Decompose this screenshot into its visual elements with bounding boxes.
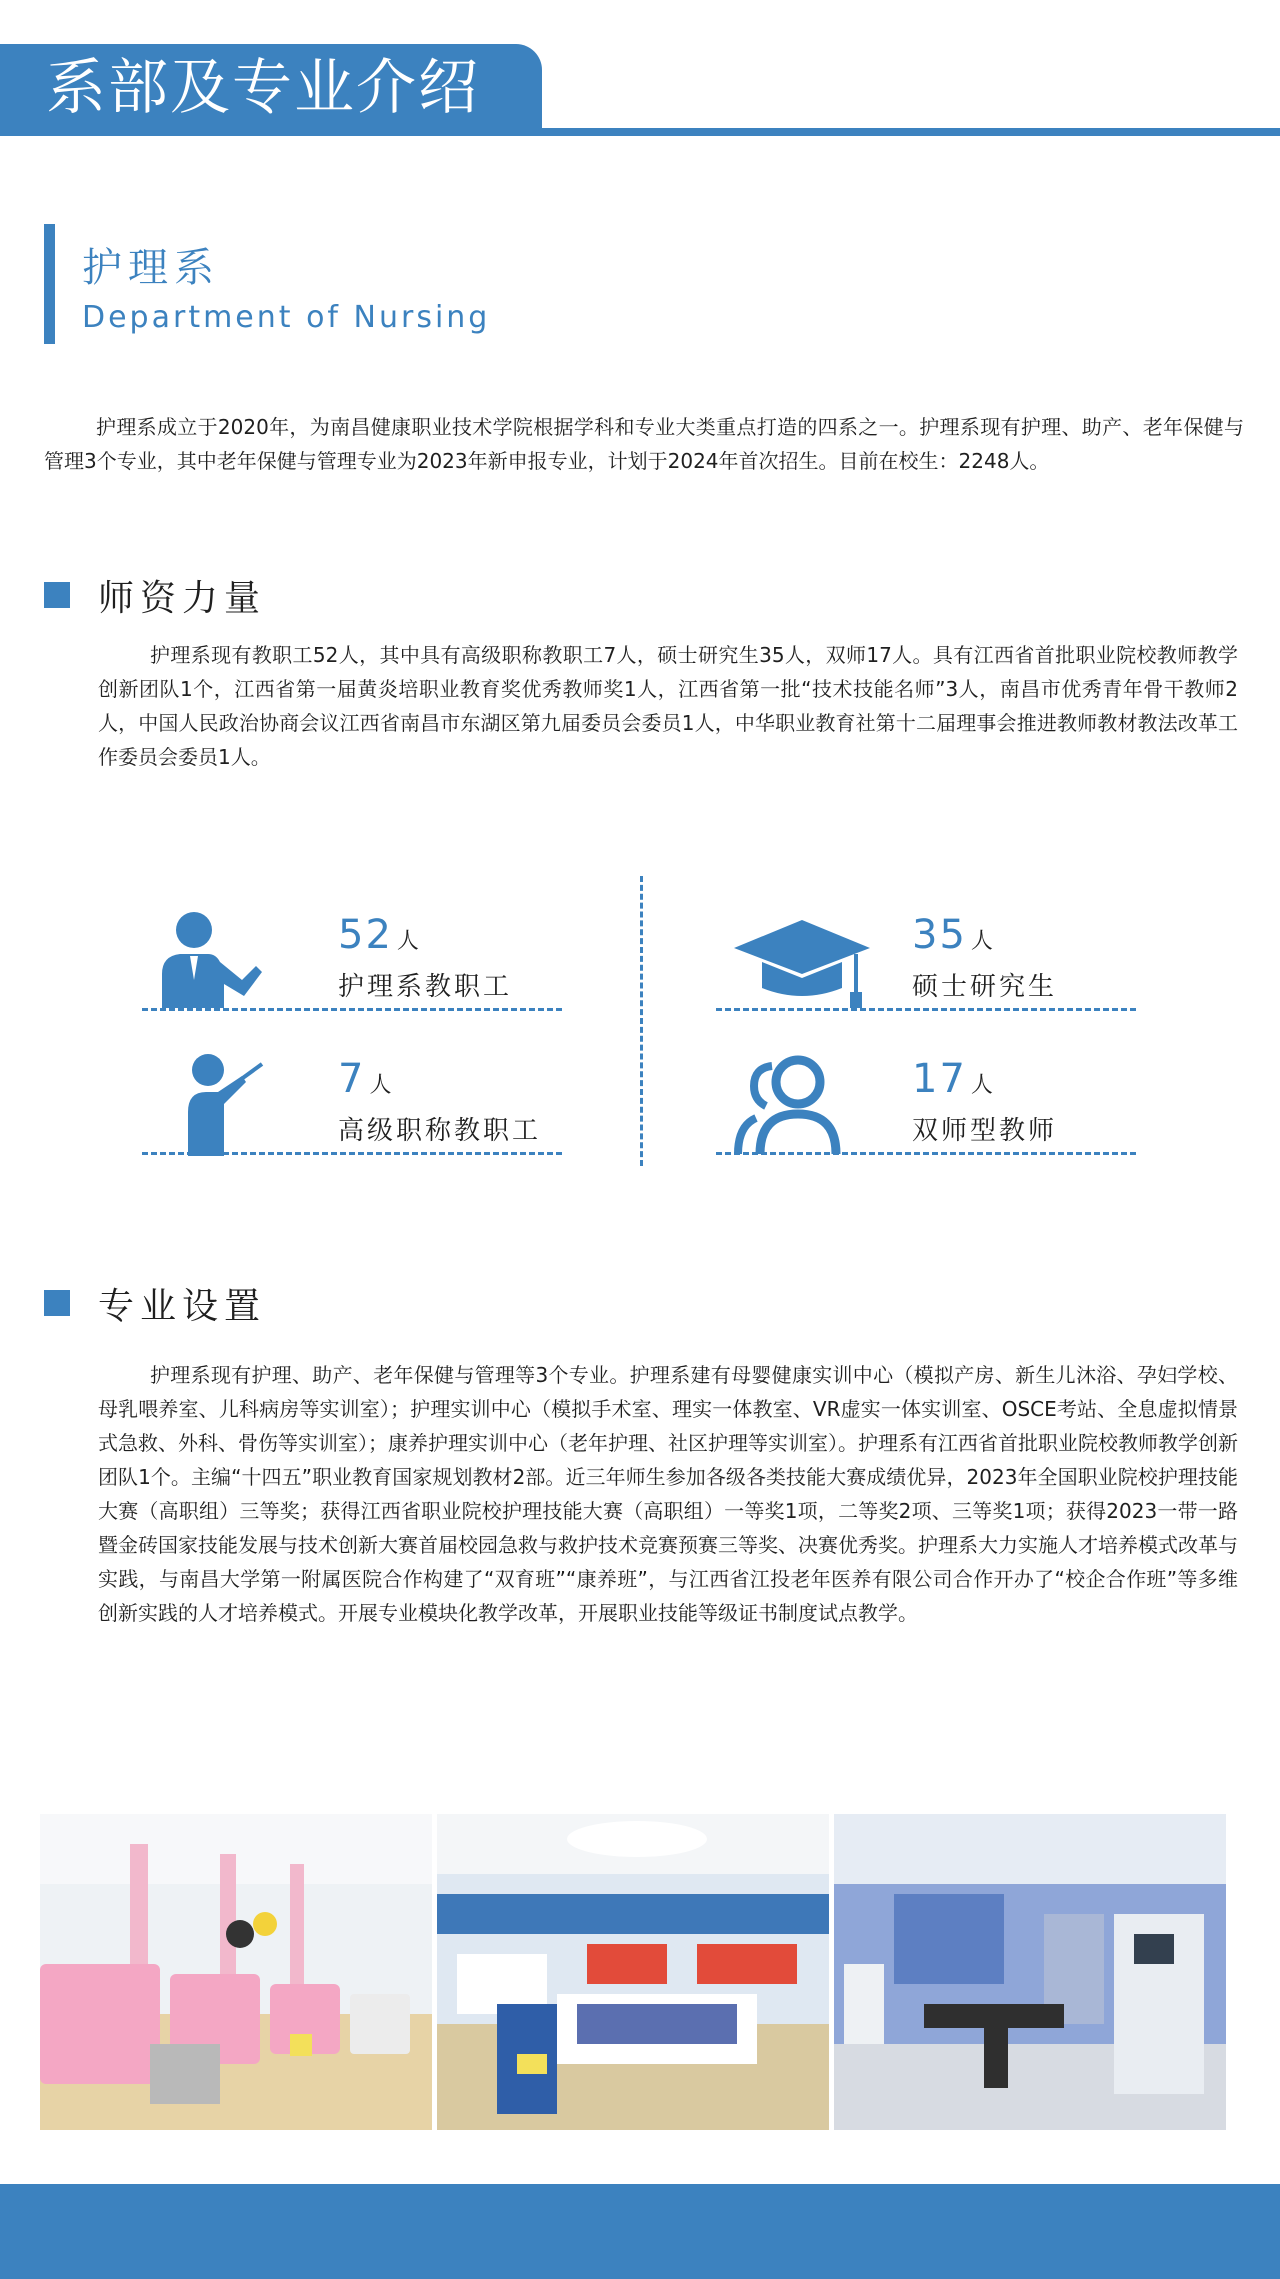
group-users-icon: [732, 1052, 842, 1156]
department-name-cn: 护理系: [82, 245, 220, 291]
stat-label: 高级职称教职工: [338, 1116, 542, 1146]
majors-description: 护理系现有护理、助产、老年保健与管理等3个专业。护理系建有母婴健康实训中心（模拟产房、新生儿沐浴、孕妇学校、母乳喂养室、儿科病房等实训室）；护理实训中心（模拟手术室、理实一体教室、VR虚实一体实训室、OSCE考站、全息虚拟情景式急救、外科、骨伤等实训室）；康养护理实训中心（老年护理、社区护理等实训室）。护理系有江西省首批职业院校教师教学创新团队1个。主编“十四五”职业教育国家规划教材2部。近三年师生参加各级各类技能大赛成绩优异，2023年全国职业院校护理技能大赛（高职组）三等奖；获得江西省职业院校护理技能大赛（高职组）一等奖1项，二等奖2项、三等奖1项；获得2023一带一路暨金砖国家技能发展与技术创新大赛首届校园急救与救护技术竞赛预赛三等奖、决赛优秀奖。护理系大力实施人才培养模式改革与实践，与南昌大学第一附属医院合作构建了“双育班”“康养班”，与江西省江投老年医养有限公司合作开办了“校企合作班”等多维创新实践的人才培养模式。开展专业模块化教学改革，开展职业技能等级证书制度试点教学。: [98, 1363, 1238, 1625]
stat-underline: [142, 1008, 562, 1011]
footer-bar: [0, 2184, 1280, 2279]
stat-underline: [142, 1152, 562, 1155]
stat-value: 52: [338, 912, 393, 958]
stats-divider: [640, 876, 643, 1166]
faculty-section-title: 师资力量: [98, 578, 267, 619]
page-title: 系部及专业介绍: [46, 53, 480, 123]
stat-label: 双师型教师: [912, 1116, 1058, 1146]
stat-underline: [716, 1152, 1136, 1155]
photo-operating-room: [834, 1814, 1226, 2130]
stat-label: 护理系教职工: [338, 972, 513, 1002]
section-marker: [44, 1290, 70, 1316]
department-intro: 护理系成立于2020年，为南昌健康职业技术学院根据学科和专业大类重点打造的四系之一。护理系现有护理、助产、老年保健与管理3个专业，其中老年保健与管理专业为2023年新申报专业，计划于2024年首次招生。目前在校生：2248人。: [44, 415, 1244, 473]
photo-pediatric-ward: [40, 1814, 432, 2130]
stat-staff: [142, 908, 562, 1028]
graduation-cap-icon: [732, 908, 842, 1012]
stat-dual-teachers: [716, 1052, 1136, 1172]
majors-section-title: 专业设置: [98, 1286, 267, 1327]
faculty-description: 护理系现有教职工52人，其中具有高级职称教职工7人，硕士研究生35人，双师17人。具有江西省首批职业院校教师教学创新团队1个，江西省第一届黄炎培职业教育奖优秀教师奖1人，江西省第一批“技术技能名师”3人，南昌市优秀青年骨干教师2人，中国人民政治协商会议江西省南昌市东湖区第九届委员会委员1人，中华职业教育社第十二届理事会推进教师教材教法改革工作委员会委员1人。: [98, 643, 1238, 769]
section-marker: [44, 582, 70, 608]
stat-unit: 人: [369, 1073, 394, 1098]
department-accent-bar: [44, 224, 55, 344]
stat-masters: [716, 908, 1136, 1028]
lecturer-icon: [158, 1052, 268, 1156]
stat-value: 35: [912, 912, 967, 958]
stat-label: 硕士研究生: [912, 972, 1058, 1002]
stat-unit: 人: [970, 929, 995, 954]
stat-value: 17: [912, 1056, 967, 1102]
stat-underline: [716, 1008, 1136, 1011]
photo-nursing-training-room: [437, 1814, 829, 2130]
department-name-en: Department of Nursing: [82, 300, 491, 335]
stat-unit: 人: [396, 929, 421, 954]
stat-senior: [142, 1052, 562, 1172]
stat-value: 7: [338, 1056, 366, 1102]
stat-unit: 人: [970, 1073, 995, 1098]
teacher-pointing-icon: [158, 908, 268, 1012]
